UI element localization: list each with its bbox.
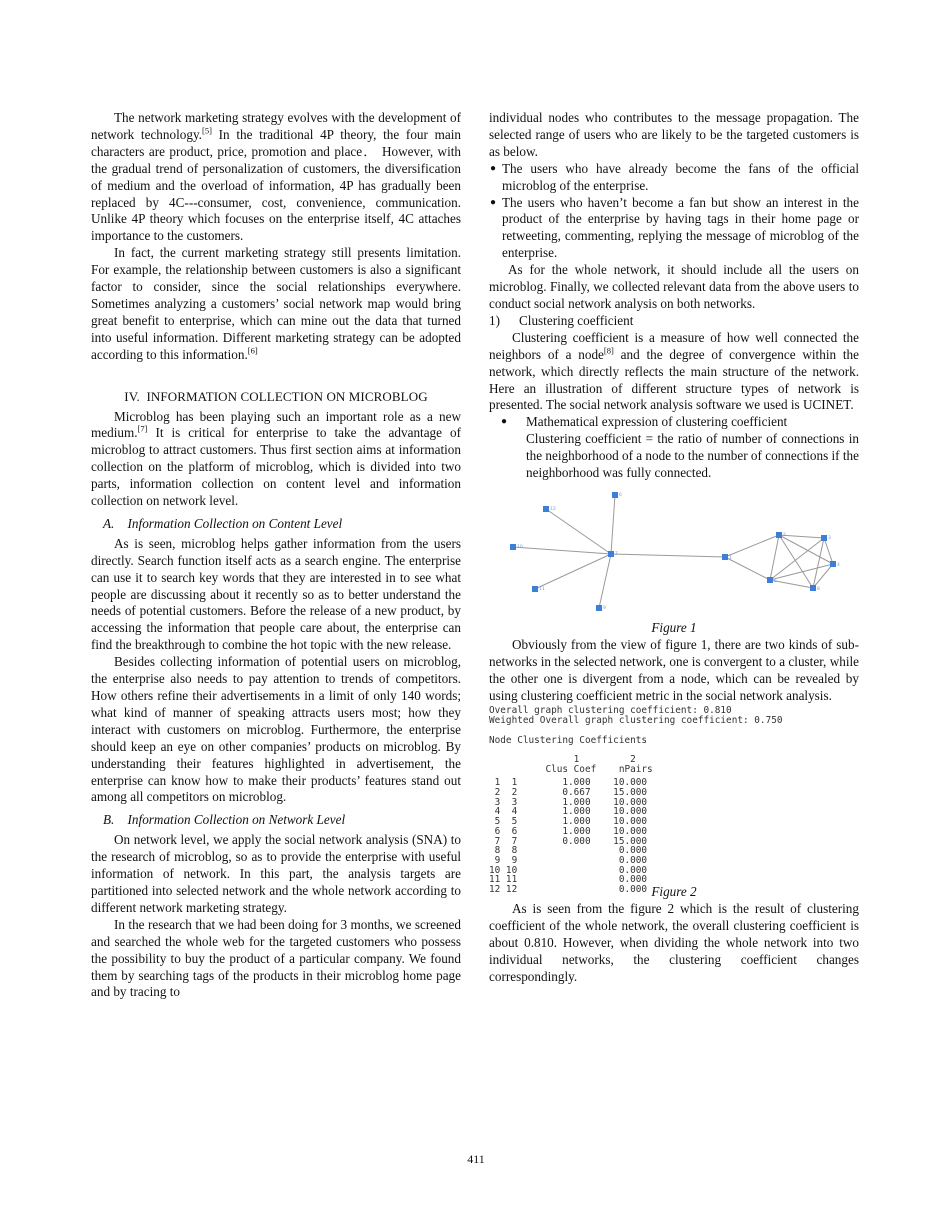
figure2-row: 5 5 1.000 10.000	[489, 816, 648, 828]
node-3	[821, 535, 827, 541]
node-12	[543, 506, 549, 512]
node-2	[776, 532, 782, 538]
citation-8: [8]	[603, 345, 614, 356]
list-number: 1)	[489, 312, 500, 328]
figure2-row: 2 2 0.667 15.000	[489, 787, 648, 799]
figure2-caption: Figure 2	[651, 884, 697, 900]
node-1	[722, 554, 728, 560]
subsection-heading-a: A. Information Collection on Content Level	[103, 515, 343, 531]
node-label: 11	[539, 586, 545, 592]
node-label: 10	[517, 544, 523, 550]
left-column	[91, 110, 461, 1001]
bullet-item-fans: ● The users who have already become the fans of the official microblog of the enterprise.	[490, 160, 859, 193]
paragraph-clustering-definition: Clustering coefficient is a measure of how well connected the neighbors of a node[8] and the degree of convergence within the network, which directly reflects the main structure of the network. Here an illustration of different structure types of network is presented. The social network analysis software we used is UCINET.	[489, 329, 859, 413]
figure2-row: 11 11 0.000	[489, 874, 648, 886]
bullet-item-interest: ● The users who haven’t become a fan but show an interest in the product of the enterprise by having tags in their home page or retweeting, commenting, replying the message of microblog of the enterprise.	[490, 194, 859, 261]
figure2-col-numbers: 1 2	[489, 753, 636, 765]
edge	[770, 535, 779, 580]
paragraph-content-level: As is seen, microblog helps gather information from the users directly. Search function itself acts as a search engine. The enterprise can use it to search key words that they are interested in to see what people are discussing about it recently so as to better understand the needs of potential customers. Before the release of a new product, by accessing the information that people care about, the enterprise can find the breakthrough to combine the hot topic with the new release.	[91, 535, 461, 653]
right-column	[489, 110, 859, 986]
figure2-row: 7 7 0.000 15.000	[489, 835, 648, 847]
edge	[779, 535, 813, 588]
node-label: 7	[615, 551, 618, 557]
figure1-network-graph	[489, 490, 859, 618]
node-4	[830, 561, 836, 567]
node-label: 12	[550, 506, 556, 512]
edge	[770, 564, 833, 580]
node-5	[767, 577, 773, 583]
paragraph-microblog-medium: Microblog has been playing such an important role as a new medium.[7] It is critical for enterprise to take the advantage of microblog to attract customers. Thus first section aims at information collection on the platform of microblog, which is divided into two parts, information collection on content level and information collection on network level.	[91, 408, 461, 509]
section-heading-iv: IV. INFORMATION COLLECTION ON MICROBLOG	[124, 388, 428, 404]
paragraph-figure2-discussion: As is seen from the figure 2 which is the result of clustering coefficient of the whole network, the overall clustering coefficient is about 0.810. However, when dividing the whole network into two individual networks, the clustering coefficient changes correspondingly.	[489, 901, 859, 984]
edge	[546, 509, 611, 554]
figure2-row: 3 3 1.000 10.000	[489, 796, 648, 808]
citation-5: [5]	[201, 125, 212, 136]
list-item-clustering	[489, 313, 859, 330]
math-title: Mathematical expression of clustering coefficient	[526, 414, 788, 430]
bullet-dot-icon: ●	[490, 196, 497, 208]
node-label: 3	[828, 535, 831, 541]
node-9	[596, 605, 602, 611]
figure2-row: 12 12 0.000	[489, 884, 648, 896]
figure1-caption: Figure 1	[651, 619, 697, 635]
edge	[611, 495, 615, 554]
page-number: 411	[467, 1152, 485, 1166]
figure2-row: 8 8 0.000	[489, 845, 648, 857]
node-label: 8	[817, 586, 820, 592]
figure2-row: 4 4 1.000 10.000	[489, 806, 648, 818]
node-label: 1	[729, 555, 732, 561]
figure1-edges	[513, 495, 833, 608]
figure2-row: 1 1 1.000 10.000	[489, 777, 648, 789]
paragraph-individual-nodes: individual nodes who contributes to the message propagation. The selected range of users who are likely to be the targeted customers is as below.	[489, 110, 859, 159]
paragraph-whole-network: As for the whole network, it should include all the users on microblog. Finally, we collected relevant data from the above users to conduct social network analysis on both networks.	[489, 262, 859, 311]
paragraph-competitors: Besides collecting information of potential users on microblog, the enterprise also needs to pay attention to trends of competitors. How others refine their advertisements in a limit of only 140 words; what kind of manner of speaking attracts users most; how they interact with customers on microblog. Furthermore, the enterprise should keep an eye on other companies’ products on microblog. By understanding their features highlighted in advertisement, the enterprise can know how to make their products’ features stand out among all competitors on microblog.	[91, 654, 461, 805]
figure2-row: 10 10 0.000	[489, 864, 648, 876]
citation-6: [6]	[247, 345, 258, 356]
figure2-overall: Overall graph clustering coefficient: 0.810	[489, 705, 732, 717]
edge	[725, 535, 779, 557]
node-label: 2	[783, 532, 786, 538]
bullet-item-math	[489, 414, 859, 482]
node-label: 6	[619, 492, 622, 498]
paragraph-current-strategy: In fact, the current marketing strategy still presents limitation. For example, the relationship between customers is also a significant factor to consider, since the social relationships everywhere. Sometimes analyzing a customers’ social network map would bring great benefit to enterprise, which can mine out the data that turned into useful information. Different marketing strategy can be adopted according to this information.[6]	[91, 245, 461, 362]
node-label: 9	[603, 605, 606, 611]
figure2-col-headers: Clus Coef nPairs	[489, 763, 653, 775]
figure2-row: 9 9 0.000	[489, 854, 648, 866]
figure1-nodes	[510, 492, 836, 611]
figure2-table-title: Node Clustering Coefficients	[489, 734, 648, 746]
paragraph-network-marketing: The network marketing strategy evolves with the development of network technology.[5] In the traditional 4P theory, the four main characters are product, price, promotion and place． However, with the gradual trend of personalization of customers, the diversification of medium and the overload of information, 4P has gradually been replaced by 4C---consumer, cost, convenience, communication. Unlike 4P theory which focuses on the enterprise itself, 4C attaches importance to the customers.	[91, 110, 461, 244]
edge	[611, 554, 725, 557]
bullet-dot-icon: ●	[490, 162, 497, 174]
edge	[535, 554, 611, 589]
paragraph-figure1-discussion: Obviously from the view of figure 1, there are two kinds of sub-networks in the selected network, one is convergent to a cluster, while the other one is divergent from a node, which can be revealed by using clustering coefficient metric in the social network analysis.	[489, 636, 859, 703]
node-6	[612, 492, 618, 498]
paragraph-network-level: On network level, we apply the social network analysis (SNA) to the research of microblog, so as to provide the enterprise with useful information of network. In this part, the analysis targets are partitioned into selected network and the whole network according to different network marketing strategy.	[91, 832, 461, 915]
subsection-heading-b: B. Information Collection on Network Level	[103, 812, 346, 828]
bullet-dot-icon: ●	[501, 416, 508, 428]
math-definition: Clustering coefficient = the ratio of number of connections in the neighborhood of a node to the number of connections if the neighborhood was fully connected.	[526, 431, 859, 481]
figure2-row: 6 6 1.000 10.000	[489, 825, 648, 837]
node-11	[532, 586, 538, 592]
edge	[513, 547, 611, 554]
node-label: 4	[837, 562, 840, 568]
paragraph-research-3-months: In the research that we had been doing for 3 months, we screened and searched the whole web for the targeted customers who possess the possibility to buy the product of a particular company. We found them by searching tags of the products in their microblog home page and by tracing to	[91, 916, 461, 1000]
edge	[599, 554, 611, 608]
node-8	[810, 585, 816, 591]
figure2-weighted: Weighted Overall graph clustering coefficient: 0.750	[489, 715, 783, 727]
citation-7: [7]	[137, 424, 148, 435]
node-7	[608, 551, 614, 557]
list-title: Clustering coefficient	[519, 312, 634, 328]
node-label: 5	[774, 578, 777, 584]
node-10	[510, 544, 516, 550]
